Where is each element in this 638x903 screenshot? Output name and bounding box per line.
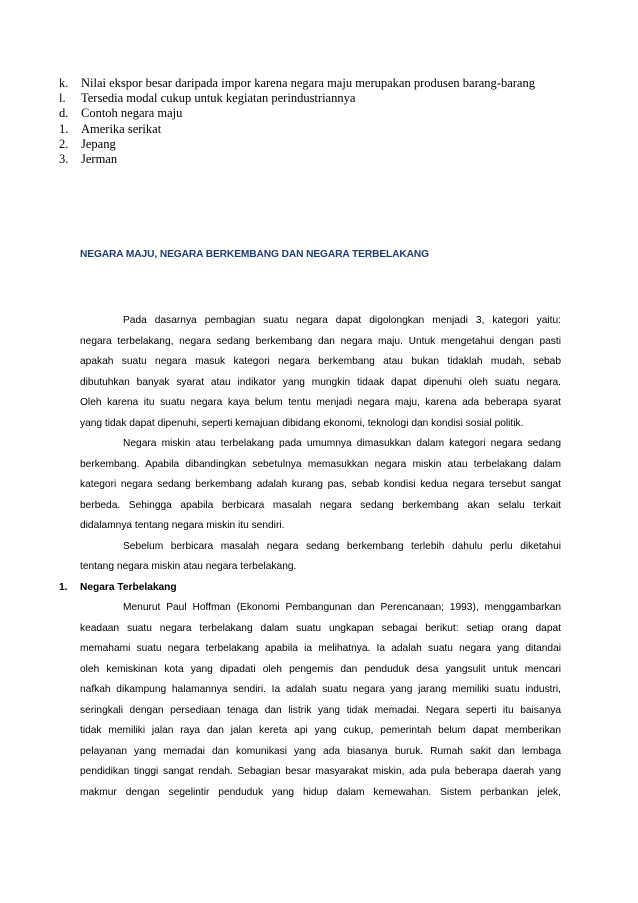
list-marker: l. [59, 91, 66, 106]
list-text: Tersedia modal cukup untuk kegiatan perindustriannya [81, 91, 356, 106]
text-line: dibutuhkan banyak syarat atau indikator yang mungkin tidaak dapat dipenuhi oleh suatu negara. [80, 376, 561, 388]
subsection-title: Negara Terbelakang [80, 581, 177, 593]
body-text [59, 311, 561, 803]
text-line: Oleh karena itu suatu negara kaya belum tentu menjadi negara maju, karena ada beberapa syarat [80, 397, 561, 408]
text-line: makmur dengan segelintir penduduk yang hidup dalam kemewahan. Sistem perbankan jelek, [80, 786, 561, 798]
list-item [59, 137, 599, 152]
list-item [59, 106, 599, 121]
list-item [59, 122, 599, 137]
text-line: memahami suatu negara terbelakang apabila ia melihatnya. Ia adalah suatu negara yang ditandai [80, 643, 561, 654]
list-item [59, 76, 599, 91]
text-line: yang tidak dapat dipenuhi, seperti kemajuan dibidang ekonomi, teknologi dan kondisi sosial politik. [80, 417, 524, 429]
text-line: seringkali dengan persediaan tenaga dan listrik yang tidak memadai. Negara seperti itu baisanya [80, 704, 561, 716]
section-heading: NEGARA MAJU, NEGARA BERKEMBANG DAN NEGARA TERBELAKANG [80, 249, 430, 260]
list-text: Contoh negara maju [81, 106, 183, 121]
text-line: apakah suatu negara masuk kategori negara berkembang atau bukan tidaklah mudah, sebab [80, 356, 561, 367]
subsection-number: 1. [59, 581, 68, 593]
text-line: berbeda. Sehingga apabila berbicara masalah negara sedang berkembang akan selalu terkait [80, 499, 561, 511]
text-line: oleh kemiskinan kota yang dipadati oleh pengemis dan penduduk desa yangsulit untuk mencari [80, 663, 561, 675]
list-marker: k. [59, 76, 69, 90]
criteria-list [59, 76, 599, 167]
list-text: Jerman [81, 152, 118, 167]
list-text: Nilai ekspor besar daripada impor karena negara maju merupakan produsen barang-barang [81, 76, 535, 90]
text-line: keadaan suatu negara terbelakang dalam suatu ungkapan sebagai berikut: setiap orang dapat [80, 622, 561, 634]
list-marker: 1. [59, 121, 69, 136]
text-line: negara terbelakang, negara sedang berkembang dan negara maju. Untuk mengetahui dengan pasti [80, 335, 561, 347]
list-marker: 2. [59, 136, 69, 151]
list-item [59, 91, 599, 106]
list-text: Amerika serikat [81, 121, 162, 136]
subsection-heading [59, 578, 561, 599]
list-text: Jepang [81, 136, 116, 151]
text-line: nafkah dikampung halamannya sendiri. Ia adalah suatu negara yang jarang memiliki suatu industri, [80, 684, 561, 695]
text-line: Negara miskin atau terbelakang pada umumnya dimasukkan dalam kategori negara sedang [123, 438, 561, 449]
list-marker: d. [59, 106, 69, 121]
text-line: berkembang. Apabila dibandingkan sebetulnya memasukkan negara miskin atau terbelakang dalam [80, 458, 561, 470]
text-line: kategori negara sedang berkembang adalah kurang pas, sebab kondisi kedua negara tersebut sangat [80, 479, 561, 490]
list-marker: 3. [59, 152, 69, 167]
text-line: tidak memiliki jalan raya dan jalan kereta api yang cukup, pemerintah belum dapat memberikan [80, 725, 561, 736]
text-line: Sebelum berbicara masalah negara sedang berkembang terlebih dahulu perlu diketahui [123, 540, 561, 552]
list-item [59, 152, 599, 167]
text-line: Menurut Paul Hoffman (Ekonomi Pembangunan dan Perencanaan; 1993), menggambarkan [123, 602, 561, 613]
text-line: pendidikan tinggi sangat rendah. Sebagian besar masyarakat miskin, ada pula beberapa daerah yang [80, 766, 561, 777]
text-line: pelayanan yang memadai dan komunikasi yang ada biasanya buruk. Rumah sakit dan lembaga [80, 745, 561, 757]
text-line: tentang negara miskin atau negara terbelakang. [80, 561, 297, 572]
text-line: didalamnya tentang negara miskin itu sendiri. [80, 520, 285, 531]
text-line: Pada dasarnya pembagian suatu negara dapat digolongkan menjadi 3, kategori yaitu: [123, 315, 561, 326]
